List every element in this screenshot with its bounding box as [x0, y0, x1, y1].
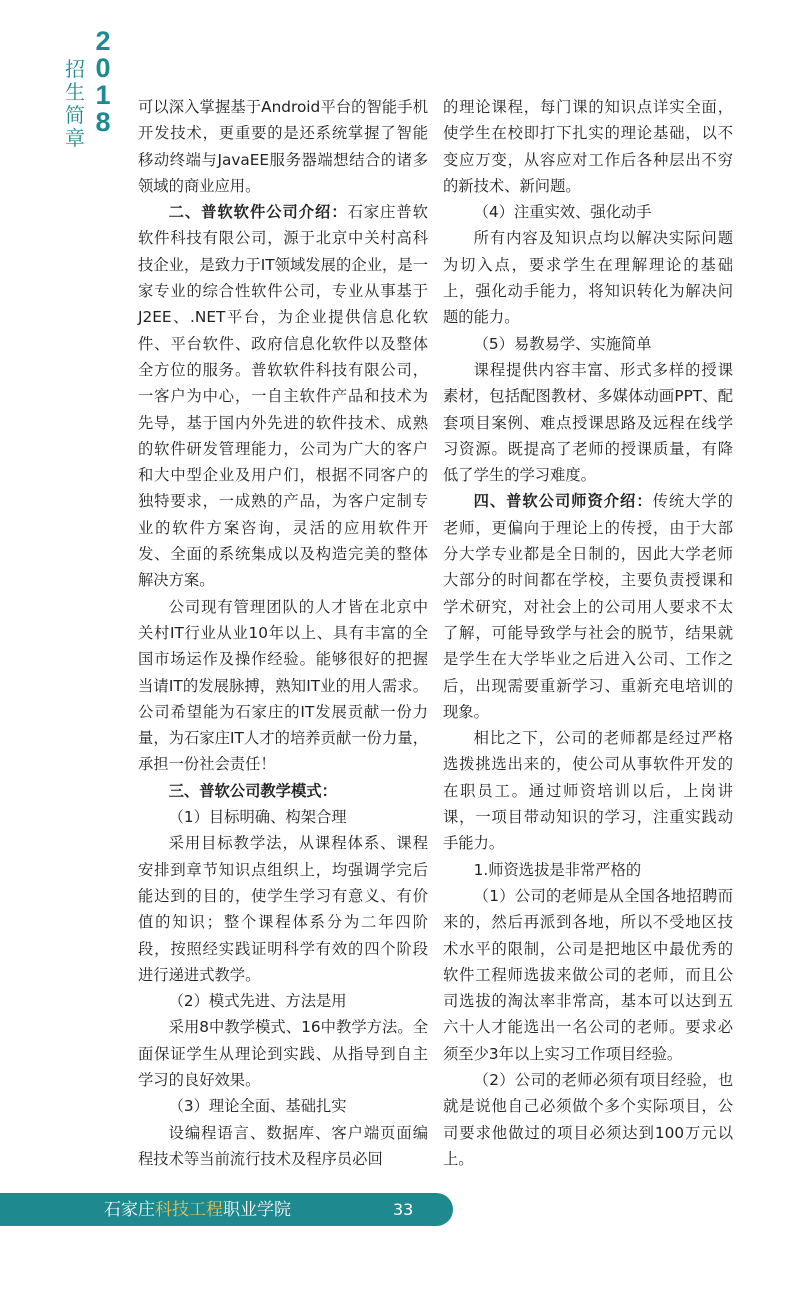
paragraph [138, 778, 428, 804]
section-heading: 二、普软软件公司介绍： [168, 203, 348, 222]
year-digit: 2 [95, 26, 111, 56]
paragraph: （1）公司的老师是从全国各地招聘而来的，然后再派到各地，所以不受地区技术水平的限制，公司是把地区中最优秀的软件工程师选拔来做公司的老师，而且公司选拔的淘汰率非常高，基本可以达到五六十人才能选出一名公司的老师。要求必须至少3年以上实习工作项目经验。 [443, 886, 733, 1063]
year-digit: 0 [95, 53, 111, 83]
paragraph: 公司现有管理团队的人才皆在北京中关村IT行业从业10年以上、具有丰富的全国市场运作及操作经验。能够很好的把握当请IT的发展脉搏，熟知IT业的用人需求。公司希望能为石家庄的IT发展贡献一份力量，为石家庄IT人才的培养贡献一份力量，承担一份社会责任！ [138, 597, 428, 774]
school-name-highlight: 科技工程 [155, 1200, 223, 1220]
paragraph: 相比之下，公司的老师都是经过严格选拨挑选出来的，使公司从事软件开发的在职员工。通过师资培训以后，上岗讲课，一项目带动知识的学习，注重实践动手能力。 [443, 729, 733, 853]
paragraph: （2）公司的老师必须有项目经验，也就是说他自己必须做个多个实际项目，公司要求他做过的项目必须达到100万元以上。 [443, 1070, 733, 1168]
paragraph: 的理论课程，每门课的知识点详实全面，使学生在校即打下扎实的理论基础，以不变应万变，从容应对工作后各种层出不穷的新技术、新问题。 [443, 98, 733, 195]
page-number: 33 [393, 1200, 414, 1219]
title-char: 招 [65, 57, 85, 81]
paragraph: 所有内容及知识点均以解决实际问题为切入点，要求学生在理解理论的基础上，强化动手能力，将知识转化为解决问题的能力。 [443, 229, 733, 327]
paragraph: 课程提供内容丰富、形式多样的授课素材，包括配图教材、多媒体动画PPT、配套项目案例、难点授课思路及远程在线学习资源。既提高了老师的授课质量，有降低了学生的学习难度。 [443, 360, 733, 485]
title-char: 章 [65, 126, 85, 150]
paragraph: 采用目标教学法，从课程体系、课程安排到章节知识点组织上，均强调学完后能达到的目的，使学生学习有意义、有价值的知识；整个课程体系分为二年四阶段，按照经实践证明科学有效的四个阶段进行递进式教学。 [138, 834, 428, 984]
brochure-title [62, 58, 88, 150]
paragraph: （3）理论全面、基础扎实 [168, 1097, 347, 1116]
paragraph: 1.师资选拔是非常严格的 [473, 860, 642, 879]
section-heading: 四、普软公司师资介绍： [473, 492, 653, 511]
right-column [443, 94, 733, 1172]
paragraph: （2）模式先进、方法是用 [168, 992, 347, 1011]
left-column [138, 94, 428, 1172]
paragraph: 四、普软公司师资介绍：传统大学的老师，更偏向于理论上的传授，由于大部分大学专业都是全日制的，因此大学老师大部分的时间都在学校，主要负责授课和学术研究，对社会上的公司用人要求不太了解，可能导致学与社会的脱节，结果就是学生在大学毕业之后进入公司、工作之后，出现需要重新学习、重新充电培训的现象。 [443, 492, 733, 721]
year-2018 [88, 28, 118, 136]
school-name: 石家庄科技工程职业学院 [104, 1200, 291, 1220]
title-char: 简 [65, 103, 85, 127]
paragraph: （5）易教易学、实施简单 [473, 334, 652, 353]
paragraph: （1）目标明确、构架合理 [168, 808, 347, 827]
paragraph: 采用8中教学模式、16中教学方法。全面保证学生从理论到实践、从指导到自主学习的良好效果。 [138, 1018, 428, 1089]
title-char: 生 [65, 80, 85, 104]
section-heading: 三、普软公司教学模式： [168, 781, 337, 800]
paragraph: 可以深入掌握基于Android平台的智能手机开发技术，更重要的是还系统掌握了智能移动终端与JavaEE服务器端想结合的诸多领域的商业应用。 [138, 98, 428, 195]
paragraph: （4）注重实效、强化动手 [473, 203, 652, 222]
year-digit: 1 [95, 80, 111, 110]
year-digit: 8 [95, 107, 111, 137]
paragraph: 二、普软软件公司介绍：石家庄普软软件科技有限公司，源于北京中关村高科技企业，是致力于IT领域发展的企业，是一家专业的综合性软件公司，专业从事基于J2EE、.NET平台，为企业提供信息化软件、平台软件、政府信息化软件以及整体全方位的服务。普软软件科技有限公司，一客户为中心，一自主软件产品和技术为先导，基于国内外先进的软件技术、成熟的软件研发管理能力，公司为广大的客户和大中型企业及用户们，根据不同客户的独特要求，一成熟的产品，为客户定制专业的软件方案咨询，灵活的应用软件开发、全面的系统集成以及构造完美的整体解决方案。 [138, 203, 428, 590]
paragraph: 设编程语言、数据库、客户端页面编程技术等当前流行技术及程序员必回 [138, 1123, 428, 1168]
